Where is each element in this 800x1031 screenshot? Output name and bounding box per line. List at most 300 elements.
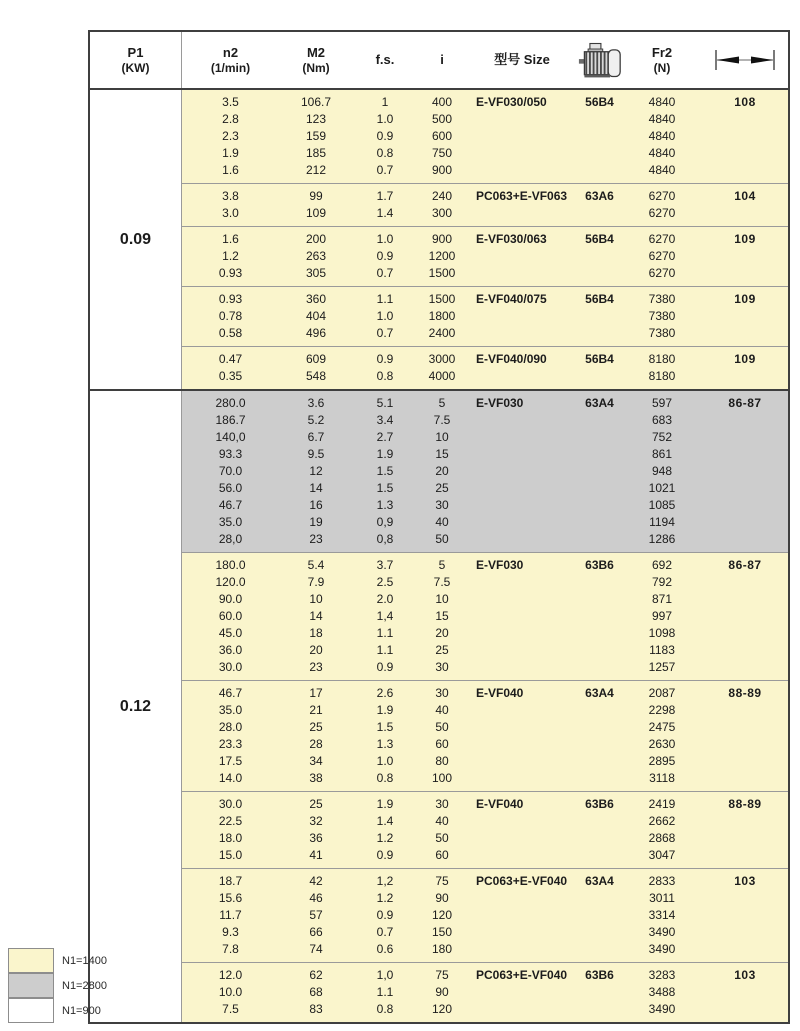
i-cell: 50 — [435, 831, 449, 845]
legend-label: N1=1400 — [62, 954, 107, 967]
size-cell: E-VF040 — [476, 686, 524, 700]
m2-cell: 36 — [309, 831, 323, 845]
m2-cell: 23 — [309, 532, 323, 546]
fr2-cell: 4840 — [648, 146, 676, 160]
table-row — [182, 907, 788, 924]
size-cell — [467, 770, 577, 787]
table-row — [182, 291, 788, 308]
fr2-cell: 3011 — [649, 891, 675, 905]
n2-cell: 90.0 — [218, 592, 243, 606]
fs-cell: 1.1 — [376, 292, 394, 306]
m2-cell: 212 — [305, 163, 327, 177]
n2-cell: 0.93 — [218, 266, 243, 280]
i-cell: 30 — [435, 498, 449, 512]
column-header-fr2 — [622, 32, 702, 88]
i-cell: 7.5 — [433, 575, 451, 589]
page-ref-cell — [702, 642, 788, 659]
table-row — [182, 941, 788, 958]
m2-cell: 19 — [309, 515, 323, 529]
fs-cell: 0.7 — [376, 925, 394, 939]
i-cell: 100 — [431, 771, 453, 785]
legend-item-n1-900 — [8, 998, 107, 1023]
size-cell: PC063+E-VF063 — [476, 189, 568, 203]
column-header-dimensions — [702, 32, 788, 88]
n2-cell: 140,0 — [215, 430, 246, 444]
m2-cell: 263 — [305, 249, 327, 263]
column-header-n2 — [182, 32, 279, 88]
fs-cell: 0,8 — [376, 532, 394, 546]
size-cell — [467, 847, 577, 864]
m2-cell: 3.6 — [307, 396, 325, 410]
n2-cell: 23.3 — [218, 737, 243, 751]
legend-item-n1-2800 — [8, 973, 107, 998]
motor-size-cell — [577, 463, 622, 480]
n2-cell: 3.5 — [222, 95, 239, 109]
fs-cell: 1.0 — [376, 112, 394, 126]
fr2-label: Fr2 — [651, 45, 673, 60]
n2-cell: 30.0 — [218, 660, 243, 674]
rating-block — [182, 868, 788, 962]
table-row — [182, 830, 788, 847]
i-cell: 1500 — [428, 292, 456, 306]
i-cell: 600 — [431, 129, 453, 143]
motor-size-cell — [577, 659, 622, 676]
i-cell: 500 — [431, 112, 453, 126]
motor-size-cell — [577, 907, 622, 924]
fs-cell: 0.8 — [376, 771, 394, 785]
page-ref-cell — [702, 719, 788, 736]
m2-cell: 83 — [309, 1002, 323, 1016]
n2-cell: 10.0 — [218, 985, 243, 999]
fr2-cell: 683 — [651, 413, 673, 427]
table-row — [182, 162, 788, 179]
i-cell: 30 — [435, 686, 449, 700]
page-ref-cell — [702, 162, 788, 179]
i-label: i — [440, 52, 444, 68]
page-ref-cell: 109 — [734, 232, 756, 246]
fs-cell: 2.6 — [376, 686, 394, 700]
table-row — [182, 145, 788, 162]
size-cell — [467, 625, 577, 642]
page-ref-cell — [702, 531, 788, 548]
page-ref-cell: 103 — [734, 874, 756, 888]
size-cell — [467, 265, 577, 282]
motor-size-cell — [577, 753, 622, 770]
size-cell — [467, 941, 577, 958]
page-ref-cell — [702, 924, 788, 941]
fr2-unit: (N) — [653, 60, 671, 75]
page-ref-cell — [702, 941, 788, 958]
fr2-cell: 4840 — [648, 129, 676, 143]
page-ref-cell — [702, 429, 788, 446]
block-list — [182, 90, 788, 389]
n2-cell: 7.5 — [222, 1002, 239, 1016]
i-cell: 60 — [435, 737, 449, 751]
table-row — [182, 351, 788, 368]
n2-cell: 180.0 — [215, 558, 246, 572]
fr2-cell: 1257 — [648, 660, 676, 674]
rating-block — [182, 286, 788, 346]
size-cell — [467, 111, 577, 128]
i-cell: 30 — [435, 660, 449, 674]
fs-cell: 3.4 — [376, 413, 394, 427]
page-ref-cell — [702, 813, 788, 830]
table-row — [182, 608, 788, 625]
n2-cell: 1.6 — [222, 163, 239, 177]
column-header-i — [417, 32, 467, 88]
n2-cell: 35.0 — [218, 703, 243, 717]
table-row — [182, 796, 788, 813]
motor-size-cell — [577, 325, 622, 342]
i-cell: 5 — [438, 396, 446, 410]
motor-icon — [578, 40, 622, 80]
m2-cell: 62 — [309, 968, 323, 982]
size-cell — [467, 248, 577, 265]
legend-item-n1-1400 — [8, 948, 107, 973]
column-header-p1 — [90, 32, 182, 88]
n2-cell: 7.8 — [222, 942, 239, 956]
page-ref-cell — [702, 659, 788, 676]
size-cell — [467, 924, 577, 941]
page-ref-cell — [702, 753, 788, 770]
size-cell — [467, 984, 577, 1001]
n2-cell: 45.0 — [218, 626, 243, 640]
n2-cell: 12.0 — [218, 968, 243, 982]
n2-label: n2 — [222, 45, 239, 60]
table-row — [182, 591, 788, 608]
i-cell: 90 — [435, 891, 449, 905]
page-ref-cell — [702, 111, 788, 128]
size-cell — [467, 446, 577, 463]
rating-block — [182, 391, 788, 552]
motor-size-cell: 63B6 — [585, 797, 614, 811]
m2-cell: 46 — [309, 891, 323, 905]
page-ref-cell — [702, 847, 788, 864]
fs-cell: 0.6 — [376, 942, 394, 956]
p1-value: 0.12 — [90, 391, 182, 1022]
size-cell: PC063+E-VF040 — [476, 968, 568, 982]
page-ref-cell — [702, 736, 788, 753]
page-ref-cell — [702, 907, 788, 924]
n2-cell: 28.0 — [218, 720, 243, 734]
size-cell — [467, 308, 577, 325]
fs-cell: 0.8 — [376, 1002, 394, 1016]
m2-cell: 66 — [309, 925, 323, 939]
page-ref-cell — [702, 128, 788, 145]
table-row — [182, 770, 788, 787]
n2-unit: (1/min) — [210, 60, 251, 75]
size-cell — [467, 480, 577, 497]
table-row — [182, 967, 788, 984]
page-ref-cell: 109 — [734, 352, 756, 366]
size-cell — [467, 145, 577, 162]
size-cell: E-VF030/050 — [476, 95, 547, 109]
fs-cell: 0.9 — [376, 848, 394, 862]
table-row — [182, 702, 788, 719]
page-ref-cell — [702, 325, 788, 342]
page-ref-cell — [702, 480, 788, 497]
n2-cell: 46.7 — [218, 498, 243, 512]
table-row — [182, 685, 788, 702]
fr2-cell: 2895 — [648, 754, 676, 768]
size-cell — [467, 608, 577, 625]
m2-cell: 12 — [309, 464, 323, 478]
motor-size-cell: 63A4 — [585, 396, 614, 410]
table-row — [182, 463, 788, 480]
fs-cell: 1.0 — [376, 232, 394, 246]
m2-cell: 23 — [309, 660, 323, 674]
motor-size-cell — [577, 625, 622, 642]
table-row — [182, 847, 788, 864]
n2-cell: 186.7 — [215, 413, 246, 427]
size-cell: E-VF030/063 — [476, 232, 547, 246]
rating-block — [182, 90, 788, 183]
i-cell: 75 — [435, 874, 449, 888]
n2-cell: 17.5 — [218, 754, 243, 768]
legend-swatch-n1-2800 — [8, 973, 54, 998]
size-cell — [467, 1001, 577, 1018]
fr2-cell: 1183 — [649, 643, 675, 657]
legend-label: N1=2800 — [62, 979, 107, 992]
rating-block — [182, 183, 788, 226]
i-cell: 40 — [435, 814, 449, 828]
column-header-m2 — [279, 32, 353, 88]
page-ref-cell: 104 — [734, 189, 756, 203]
fr2-cell: 4840 — [648, 95, 676, 109]
rating-block — [182, 680, 788, 791]
motor-size-cell — [577, 497, 622, 514]
fr2-cell: 948 — [651, 464, 673, 478]
m2-cell: 68 — [309, 985, 323, 999]
fs-cell: 1,0 — [376, 968, 394, 982]
motor-size-cell — [577, 514, 622, 531]
rating-block — [182, 226, 788, 286]
fr2-cell: 8180 — [648, 369, 676, 383]
motor-size-cell — [577, 890, 622, 907]
m2-cell: 123 — [305, 112, 327, 126]
fr2-cell: 8180 — [648, 352, 676, 366]
m2-cell: 57 — [309, 908, 323, 922]
n2-cell: 280.0 — [215, 396, 246, 410]
fs-cell: 0.7 — [376, 326, 394, 340]
table-row — [182, 248, 788, 265]
page-ref-cell — [702, 205, 788, 222]
fr2-cell: 3490 — [648, 925, 676, 939]
motor-size-cell: 63B6 — [585, 558, 614, 572]
i-cell: 15 — [435, 609, 449, 623]
size-cell — [467, 162, 577, 179]
fr2-cell: 4840 — [648, 112, 676, 126]
motor-size-cell — [577, 984, 622, 1001]
size-cell — [467, 736, 577, 753]
m2-cell: 159 — [305, 129, 327, 143]
i-cell: 1800 — [428, 309, 456, 323]
motor-size-cell — [577, 924, 622, 941]
fr2-cell: 6270 — [648, 206, 676, 220]
fs-cell: 1.3 — [376, 498, 394, 512]
n2-cell: 30.0 — [218, 797, 243, 811]
motor-size-cell — [577, 531, 622, 548]
fr2-cell: 1194 — [649, 515, 675, 529]
p1-label: P1 — [127, 45, 144, 60]
fr2-cell: 3490 — [648, 942, 676, 956]
n2-cell: 14.0 — [218, 771, 243, 785]
size-cell — [467, 514, 577, 531]
fr2-cell: 3488 — [648, 985, 676, 999]
i-cell: 50 — [435, 720, 449, 734]
i-cell: 3000 — [428, 352, 456, 366]
n2-cell: 2.3 — [222, 129, 239, 143]
fr2-cell: 792 — [651, 575, 673, 589]
m2-cell: 404 — [305, 309, 327, 323]
fs-cell: 2.5 — [376, 575, 394, 589]
i-cell: 900 — [431, 163, 453, 177]
fs-cell: 1,2 — [376, 874, 394, 888]
motor-size-cell — [577, 847, 622, 864]
fs-cell: 0.8 — [376, 146, 394, 160]
fs-cell: 1.3 — [376, 737, 394, 751]
i-cell: 90 — [435, 985, 449, 999]
n2-cell: 15.6 — [218, 891, 243, 905]
page-ref-cell — [702, 497, 788, 514]
i-cell: 7.5 — [433, 413, 451, 427]
size-cell — [467, 659, 577, 676]
size-cell: E-VF030 — [476, 396, 524, 410]
m2-cell: 20 — [309, 643, 323, 657]
table-header — [90, 32, 788, 90]
fs-label: f.s. — [375, 52, 395, 68]
table-row — [182, 188, 788, 205]
motor-size-cell: 63A6 — [585, 189, 614, 203]
motor-size-cell — [577, 368, 622, 385]
page-ref-cell — [702, 368, 788, 385]
i-cell: 240 — [431, 189, 453, 203]
motor-size-cell: 63B6 — [585, 968, 614, 982]
m2-cell: 7.9 — [307, 575, 325, 589]
i-cell: 300 — [431, 206, 453, 220]
motor-size-cell — [577, 702, 622, 719]
n2-cell: 56.0 — [218, 481, 243, 495]
rating-block — [182, 552, 788, 680]
table-row — [182, 308, 788, 325]
n2-cell: 0.35 — [218, 369, 243, 383]
size-cell: PC063+E-VF040 — [476, 874, 568, 888]
i-cell: 120 — [431, 908, 453, 922]
size-cell — [467, 753, 577, 770]
table-row — [182, 719, 788, 736]
size-cell — [467, 574, 577, 591]
i-cell: 60 — [435, 848, 449, 862]
table-row — [182, 557, 788, 574]
i-cell: 1200 — [428, 249, 456, 263]
motor-size-cell — [577, 736, 622, 753]
fr2-cell: 1286 — [648, 532, 676, 546]
n2-cell: 15.0 — [218, 848, 243, 862]
n2-cell: 60.0 — [218, 609, 243, 623]
size-cell — [467, 128, 577, 145]
size-cell: E-VF030 — [476, 558, 524, 572]
i-cell: 15 — [435, 447, 449, 461]
n2-cell: 35.0 — [218, 515, 243, 529]
motor-size-cell — [577, 574, 622, 591]
fr2-cell: 997 — [651, 609, 673, 623]
m2-cell: 38 — [309, 771, 323, 785]
fs-cell: 1.1 — [376, 626, 394, 640]
fs-cell: 1.4 — [376, 206, 394, 220]
m2-cell: 34 — [309, 754, 323, 768]
table-row — [182, 368, 788, 385]
m2-cell: 21 — [309, 703, 323, 717]
fr2-cell: 6270 — [648, 232, 676, 246]
motor-size-cell — [577, 205, 622, 222]
fr2-cell: 597 — [651, 396, 673, 410]
i-cell: 180 — [431, 942, 453, 956]
page-ref-cell: 86-87 — [728, 396, 762, 410]
p1-unit: (KW) — [121, 60, 150, 75]
motor-size-cell — [577, 480, 622, 497]
table-row — [182, 531, 788, 548]
n2-cell: 11.7 — [219, 908, 242, 922]
page-ref-cell — [702, 574, 788, 591]
table-row — [182, 514, 788, 531]
table-row — [182, 642, 788, 659]
m2-cell: 609 — [305, 352, 327, 366]
n2-cell: 1.6 — [222, 232, 239, 246]
table-row — [182, 480, 788, 497]
fr2-cell: 7380 — [648, 309, 676, 323]
fr2-cell: 6270 — [648, 249, 676, 263]
m2-cell: 28 — [309, 737, 323, 751]
i-cell: 25 — [435, 481, 449, 495]
fr2-cell: 3490 — [648, 1002, 676, 1016]
motor-size-cell — [577, 412, 622, 429]
motor-size-cell — [577, 608, 622, 625]
rating-block — [182, 962, 788, 1022]
fr2-cell: 2662 — [648, 814, 676, 828]
n2-cell: 18.7 — [218, 874, 243, 888]
m2-cell: 360 — [305, 292, 327, 306]
size-cell — [467, 813, 577, 830]
table-body — [90, 90, 788, 1022]
table-row — [182, 753, 788, 770]
i-cell: 40 — [435, 515, 449, 529]
legend-label: N1=900 — [62, 1004, 101, 1017]
rating-block — [182, 791, 788, 868]
fs-cell: 0.9 — [376, 129, 394, 143]
fr2-cell: 2298 — [648, 703, 676, 717]
size-cell — [467, 325, 577, 342]
size-cell: E-VF040 — [476, 797, 524, 811]
m2-cell: 18 — [309, 626, 323, 640]
page-ref-cell — [702, 308, 788, 325]
m2-cell: 16 — [309, 498, 323, 512]
m2-cell: 14 — [309, 609, 323, 623]
size-cell — [467, 591, 577, 608]
fs-cell: 5.1 — [376, 396, 394, 410]
n2-cell: 0.58 — [218, 326, 243, 340]
n2-cell: 36.0 — [218, 643, 243, 657]
motor-size-cell — [577, 128, 622, 145]
m2-cell: 185 — [305, 146, 327, 160]
i-cell: 25 — [435, 643, 449, 657]
fs-cell: 3.7 — [376, 558, 394, 572]
motor-size-cell — [577, 248, 622, 265]
fs-cell: 1.4 — [376, 814, 394, 828]
n2-cell: 70.0 — [218, 464, 243, 478]
fr2-cell: 3283 — [648, 968, 676, 982]
motor-size-cell — [577, 446, 622, 463]
fr2-cell: 2630 — [648, 737, 676, 751]
